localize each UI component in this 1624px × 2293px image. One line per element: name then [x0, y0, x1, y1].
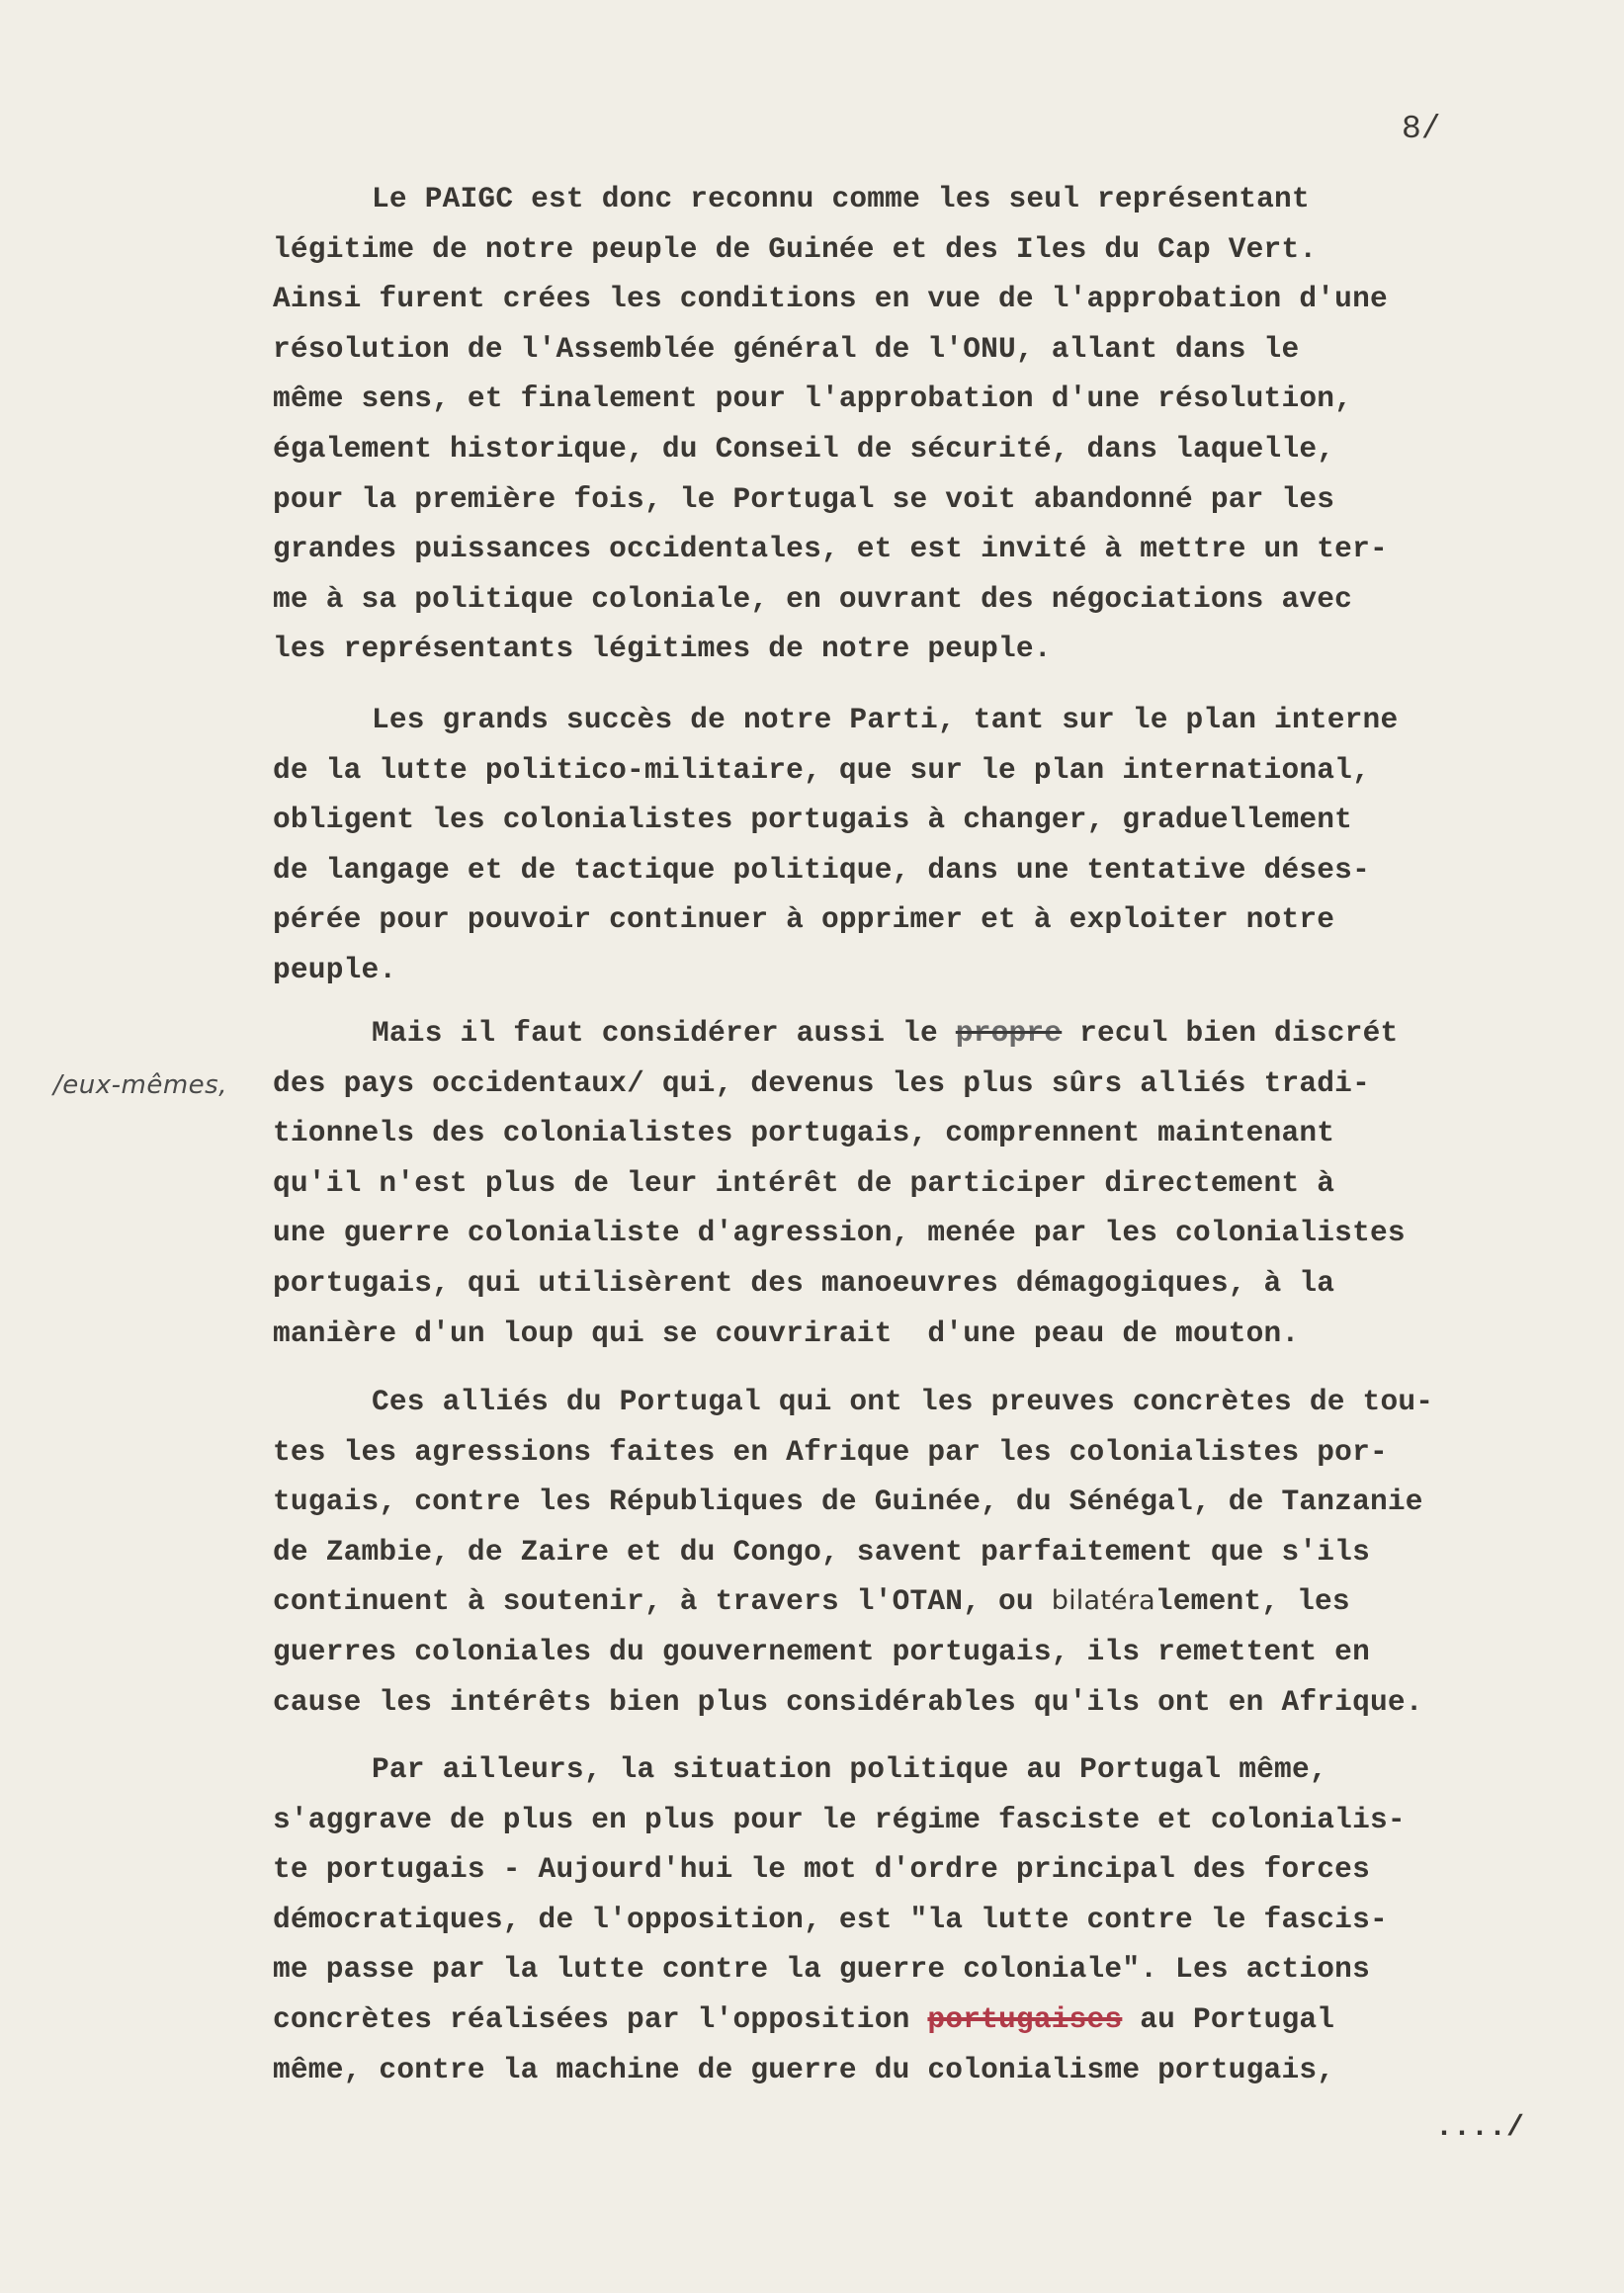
text-line: [273, 1576, 1587, 1627]
insertion-mark: /: [627, 1065, 644, 1100]
text-line: guerres coloniales du gouvernement portugais, ils remettent en: [273, 1634, 1370, 1668]
text-line: te portugais - Aujourd'hui le mot d'ordre principal des forces: [273, 1852, 1370, 1887]
text-line: de langage et de tactique politique, dans une tentative déses-: [273, 852, 1370, 887]
text-line: même sens, et finalement pour l'approbation d'une résolution,: [273, 382, 1353, 416]
margin-annotation: /eux-mêmes,: [53, 1070, 227, 1100]
paragraph-5: [273, 1744, 1587, 2094]
text-line: de Zambie, de Zaire et du Congo, savent parfaitement que s'ils: [273, 1534, 1370, 1569]
red-struck-word: portugaises: [927, 2001, 1123, 2036]
text-line: Le PAIGC est donc reconnu comme les seul représentant: [372, 182, 1310, 215]
text-line: une guerre colonialiste d'agression, menée par les colonialistes: [273, 1216, 1406, 1250]
text-line: [273, 1059, 1587, 1109]
text-line: Par ailleurs, la situation politique au Portugal même,: [372, 1752, 1327, 1786]
text-span: concrètes réalisées par l'opposition: [273, 2001, 928, 2036]
text-line: cause les intérêts bien plus considérables qu'ils ont en Afrique.: [273, 1684, 1423, 1719]
text-line: légitime de notre peuple de Guinée et des Iles du Cap Vert.: [273, 231, 1318, 266]
text-line: résolution de l'Assemblée général de l'ONU, allant dans le: [273, 331, 1300, 366]
text-line: pérée pour pouvoir continuer à opprimer et à exploiter notre: [273, 902, 1335, 937]
text-line: de la lutte politico-militaire, que sur le plan international,: [273, 752, 1370, 787]
text-line: pour la première fois, le Portugal se voit abandonné par les: [273, 481, 1335, 516]
text-span: lement, les: [1154, 1584, 1350, 1619]
text-line: portugais, qui utilisèrent des manoeuvres démagogiques, à la: [273, 1265, 1335, 1300]
text-line: également historique, du Conseil de sécurité, dans laquelle,: [273, 431, 1335, 466]
text-span: continuent à soutenir, à travers l'OTAN, ou: [273, 1584, 1052, 1619]
text-line: les représentants légitimes de notre peuple.: [273, 632, 1052, 666]
text-line: me passe par la lutte contre la guerre coloniale". Les actions: [273, 1952, 1370, 1987]
text-line: [273, 1008, 1587, 1059]
text-line: tugais, contre les Républiques de Guinée, du Sénégal, de Tanzanie: [273, 1485, 1423, 1519]
text-line: qu'il n'est plus de leur intérêt de participer directement à: [273, 1165, 1335, 1200]
page-number: 8/: [1402, 111, 1441, 147]
text-line: peuple.: [273, 952, 397, 986]
text-span: qui, devenus les plus sûrs alliés tradi-: [643, 1065, 1370, 1100]
text-line: grandes puissances occidentales, et est invité à mettre un ter-: [273, 532, 1388, 566]
text-line: Ces alliés du Portugal qui ont les preuves concrètes de tou-: [372, 1385, 1434, 1418]
paragraph-3: [273, 1008, 1587, 1358]
text-span: recul bien discrét: [1062, 1016, 1399, 1050]
text-line: même, contre la machine de guerre du colonialisme portugais,: [273, 2052, 1335, 2086]
paragraph-2: [273, 695, 1587, 995]
text-span: des pays occidentaux: [273, 1065, 628, 1100]
handwritten-correction: bilatéra: [1051, 1585, 1155, 1617]
text-line: s'aggrave de plus en plus pour le régime fasciste et colonialis-: [273, 1802, 1406, 1836]
text-line: tionnels des colonialistes portugais, comprennent maintenant: [273, 1116, 1335, 1150]
text-line: me à sa politique coloniale, en ouvrant des négociations avec: [273, 581, 1353, 616]
text-line: obligent les colonialistes portugais à changer, graduellement: [273, 803, 1353, 837]
paragraph-4: [273, 1377, 1587, 1727]
text-span: au Portugal: [1122, 2001, 1335, 2036]
text-line: tes les agressions faites en Afrique par les colonialistes por-: [273, 1434, 1388, 1469]
text-line: Les grands succès de notre Parti, tant sur le plan interne: [372, 703, 1399, 736]
paragraph-1: [273, 174, 1587, 674]
text-line: manière d'un loup qui se couvrirait d'une peau de mouton.: [273, 1316, 1300, 1350]
struck-word: propre: [955, 1016, 1063, 1050]
text-line: [273, 1995, 1587, 2045]
continuation-mark: ..../: [1435, 2111, 1525, 2145]
text-span: Mais il faut considérer aussi le: [372, 1016, 956, 1050]
text-line: démocratiques, de l'opposition, est "la lutte contre le fascis-: [273, 1902, 1388, 1936]
text-line: Ainsi furent crées les conditions en vue de l'approbation d'une: [273, 282, 1388, 316]
